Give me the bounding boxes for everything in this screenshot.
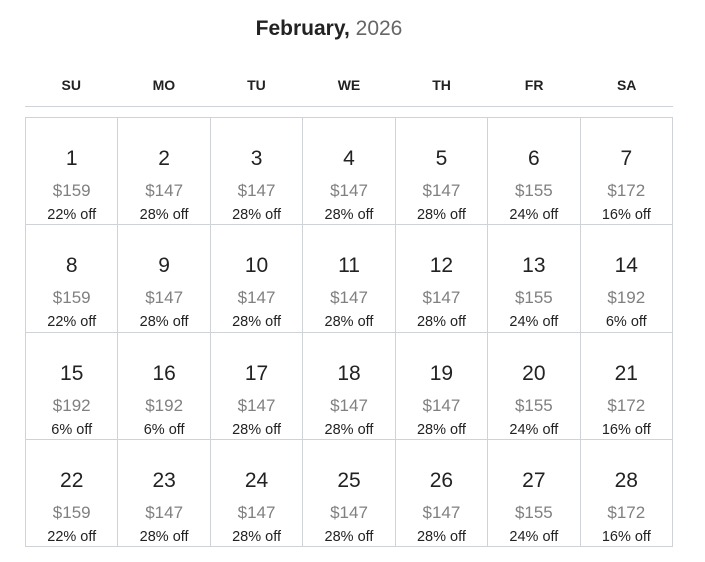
- day-number: 13: [522, 254, 546, 278]
- day-price: $172: [607, 502, 646, 522]
- day-number: 2: [158, 147, 170, 170]
- day-discount: 16% off: [601, 421, 651, 438]
- calendar-day-cell[interactable]: [211, 225, 303, 332]
- calendar-day-cell[interactable]: [26, 440, 118, 547]
- day-discount: 24% off: [509, 528, 559, 545]
- calendar-day-cell[interactable]: [581, 333, 673, 440]
- day-number: 11: [338, 254, 360, 278]
- day-price: $147: [237, 288, 276, 308]
- weekday-label: SU: [61, 77, 81, 93]
- day-price: $147: [330, 288, 368, 308]
- day-discount: 28% off: [139, 528, 189, 545]
- day-discount: 28% off: [416, 314, 466, 331]
- day-price: $147: [422, 288, 461, 308]
- day-price: $192: [607, 288, 646, 308]
- day-price: $147: [237, 502, 276, 522]
- calendar-day-cell[interactable]: [488, 225, 580, 332]
- day-number: 5: [435, 147, 448, 170]
- day-discount: 22% off: [47, 528, 97, 545]
- day-price: $147: [145, 181, 184, 200]
- day-number: 6: [528, 147, 540, 170]
- day-price: $147: [422, 502, 461, 522]
- calendar-day-cell[interactable]: [396, 225, 488, 332]
- calendar-day-cell[interactable]: [211, 440, 303, 547]
- day-discount: 28% off: [324, 314, 374, 331]
- calendar-day-cell[interactable]: [581, 118, 673, 225]
- day-discount: 22% off: [47, 207, 97, 223]
- day-price: $192: [52, 395, 91, 415]
- day-number: 17: [244, 361, 269, 385]
- day-discount: 24% off: [509, 314, 559, 331]
- month-name: February,: [255, 17, 350, 40]
- day-number: 14: [614, 254, 638, 278]
- day-discount: 28% off: [139, 314, 189, 331]
- day-price: $155: [514, 502, 553, 522]
- weekday-header-row: [25, 76, 673, 107]
- calendar-day-cell[interactable]: [26, 118, 118, 225]
- day-price: $172: [607, 181, 646, 200]
- day-price: $147: [330, 395, 368, 415]
- day-number: 3: [250, 147, 263, 170]
- day-number: 24: [244, 468, 269, 492]
- day-number: 21: [614, 361, 638, 385]
- day-discount: 28% off: [416, 207, 466, 223]
- calendar-day-cell[interactable]: [396, 440, 488, 547]
- day-number: 16: [152, 361, 176, 385]
- day-discount: 28% off: [416, 421, 466, 438]
- calendar-day-cell[interactable]: [303, 333, 395, 440]
- day-price: $155: [514, 181, 553, 200]
- day-discount: 28% off: [232, 314, 282, 331]
- day-discount: 28% off: [324, 207, 374, 223]
- day-price: $147: [237, 395, 276, 415]
- day-number: 15: [60, 361, 84, 385]
- calendar-day-cell[interactable]: [488, 333, 580, 440]
- day-discount: 28% off: [232, 528, 282, 545]
- day-price: $192: [145, 395, 184, 415]
- weekday-label: FR: [524, 77, 544, 93]
- calendar-day-cell[interactable]: [303, 225, 395, 332]
- day-number: 23: [152, 468, 176, 492]
- day-number: 28: [614, 468, 638, 492]
- day-number: 26: [429, 468, 454, 492]
- day-price: $159: [52, 502, 91, 522]
- day-price: $147: [330, 502, 368, 522]
- day-discount: 22% off: [47, 314, 97, 331]
- day-discount: 24% off: [509, 421, 559, 438]
- day-price: $155: [514, 288, 553, 308]
- day-discount: 6% off: [51, 421, 93, 438]
- year: 2026: [355, 17, 403, 40]
- day-discount: 28% off: [324, 528, 374, 545]
- weekday-label: TU: [247, 77, 266, 93]
- calendar-day-cell[interactable]: [581, 225, 673, 332]
- day-price: $147: [422, 181, 461, 200]
- calendar-day-cell[interactable]: [488, 118, 580, 225]
- day-price: $172: [607, 395, 646, 415]
- day-discount: 16% off: [601, 207, 651, 223]
- month-header: [0, 16, 658, 42]
- day-discount: 28% off: [416, 528, 466, 545]
- day-discount: 28% off: [232, 207, 282, 223]
- calendar-day-cell[interactable]: [26, 225, 118, 332]
- day-price: $147: [145, 502, 184, 522]
- calendar-day-cell[interactable]: [118, 333, 210, 440]
- day-number: 18: [337, 361, 361, 385]
- calendar-day-cell[interactable]: [396, 118, 488, 225]
- day-discount: 28% off: [324, 421, 374, 438]
- day-number: 9: [158, 254, 170, 278]
- day-price: $147: [145, 288, 184, 308]
- day-price: $159: [52, 288, 91, 308]
- day-number: 1: [65, 147, 78, 170]
- day-discount: 6% off: [143, 421, 185, 438]
- calendar-day-cell[interactable]: [118, 440, 210, 547]
- calendar-grid: [25, 117, 673, 547]
- day-number: 10: [244, 254, 269, 278]
- day-number: 20: [522, 361, 546, 385]
- calendar-day-cell[interactable]: [26, 333, 118, 440]
- day-number: 27: [522, 468, 546, 492]
- calendar-day-cell[interactable]: [211, 118, 303, 225]
- day-number: 7: [620, 147, 633, 170]
- day-number: 12: [429, 254, 454, 278]
- day-number: 4: [343, 147, 355, 170]
- weekday-label: TH: [432, 77, 451, 93]
- weekday-label: SA: [616, 77, 637, 93]
- day-price: $147: [422, 395, 461, 415]
- calendar-day-cell[interactable]: [303, 440, 395, 547]
- weekday-label: MO: [152, 77, 176, 93]
- day-discount: 16% off: [601, 528, 651, 545]
- day-price: $155: [514, 395, 553, 415]
- day-number: 25: [337, 468, 361, 492]
- calendar-day-cell[interactable]: [581, 440, 673, 547]
- calendar-day-cell[interactable]: [396, 333, 488, 440]
- calendar-day-cell[interactable]: [211, 333, 303, 440]
- calendar-day-cell[interactable]: [118, 118, 210, 225]
- day-price: $147: [237, 181, 276, 200]
- day-number: 8: [65, 254, 78, 278]
- calendar-day-cell[interactable]: [303, 118, 395, 225]
- calendar-day-cell[interactable]: [488, 440, 580, 547]
- day-discount: 28% off: [139, 207, 189, 223]
- day-number: 19: [429, 361, 454, 385]
- day-discount: 24% off: [509, 207, 559, 223]
- day-number: 22: [60, 468, 84, 492]
- calendar-day-cell[interactable]: [118, 225, 210, 332]
- weekday-label: WE: [337, 77, 361, 93]
- day-discount: 6% off: [605, 314, 647, 331]
- day-price: $159: [52, 181, 91, 200]
- day-discount: 28% off: [232, 421, 282, 438]
- day-price: $147: [330, 181, 368, 200]
